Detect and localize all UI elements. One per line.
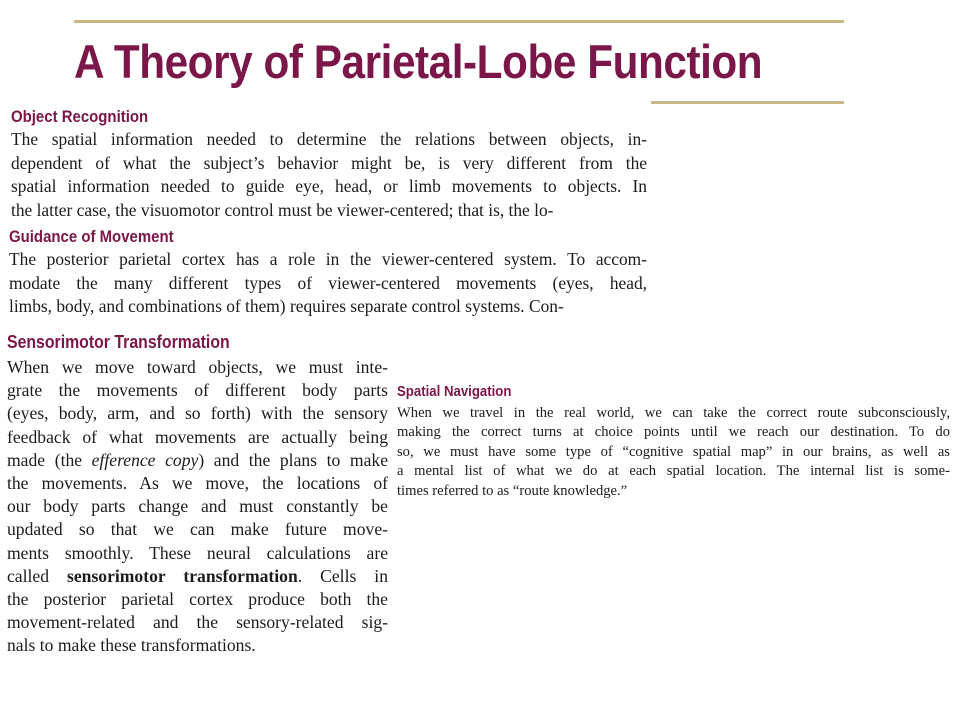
text-line: so, we must have some type of “cognitive spatial map” in our brains, as well as xyxy=(397,443,950,460)
text-line: movement-related and the sensory-related sig- xyxy=(7,612,388,633)
text-line: our body parts change and must constantly be xyxy=(7,496,388,517)
text-line: modate the many different types of viewer-centered movements (eyes, head, xyxy=(9,272,647,293)
text-line: making the correct turns at choice points until we reach our destination. To do xyxy=(397,424,950,441)
text-line: limbs, body, and combinations of them) requires separate control systems. Con- xyxy=(9,296,564,316)
text-line: spatial information needed to guide eye, head, or limb movements to objects. In xyxy=(11,176,647,196)
section-heading: Guidance of Movement xyxy=(9,227,174,246)
section-heading: Sensorimotor Transformation xyxy=(7,332,230,352)
text-line: (eyes, body, arm, and so forth) with the sensory xyxy=(7,403,388,424)
section-heading: Spatial Navigation xyxy=(397,383,512,400)
guidance-of-movement-section xyxy=(9,226,647,320)
text-line: nals to make these transformations. xyxy=(7,635,256,656)
title-underline-rule xyxy=(651,101,844,104)
emphasized-term: efference copy xyxy=(91,449,199,470)
section-heading: Object Recognition xyxy=(11,107,149,126)
text-line: made (the efference copy) and the plans to make xyxy=(7,449,388,470)
text-line: The spatial information needed to determine the relations between objects, in- xyxy=(11,129,647,149)
text-line: a mental list of what we do at each spatial location. The internal list is some- xyxy=(397,463,950,480)
text-line: updated so that we can make future move- xyxy=(7,519,388,540)
text-line: dependent of what the subject’s behavior might be, is very different from the xyxy=(11,152,647,173)
section-body xyxy=(397,404,950,501)
section-body xyxy=(11,128,647,222)
section-body xyxy=(9,248,647,319)
text-line: times referred to as “route knowledge.” xyxy=(397,482,628,499)
text-line: When we move toward objects, we must inte- xyxy=(7,357,388,377)
text-line: the movements. As we move, the locations of xyxy=(7,473,388,494)
text-line: called sensorimotor transformation. Cells in xyxy=(7,565,388,586)
text-line: the posterior parietal cortex produce both the xyxy=(7,589,388,610)
text-line: The posterior parietal cortex has a role in the viewer-centered system. To accom- xyxy=(9,249,647,269)
text-line: grate the movements of different body parts xyxy=(7,380,388,401)
text-line: ments smoothly. These neural calculations are xyxy=(7,542,388,563)
page-title: A Theory of Parietal-Lobe Function xyxy=(74,35,763,88)
key-term: sensorimotor transformation xyxy=(67,565,298,586)
text-line: the latter case, the visuomotor control must be viewer-centered; that is, the lo- xyxy=(11,199,554,220)
text-line: feedback of what movements are actually being xyxy=(7,426,388,447)
top-rule xyxy=(74,20,844,23)
section-body xyxy=(7,356,388,658)
sensorimotor-transformation-section xyxy=(7,330,388,686)
text-line: When we travel in the real world, we can take the correct route subconsciously, xyxy=(397,405,950,421)
object-recognition-section xyxy=(11,106,647,230)
spatial-navigation-section xyxy=(397,382,950,512)
